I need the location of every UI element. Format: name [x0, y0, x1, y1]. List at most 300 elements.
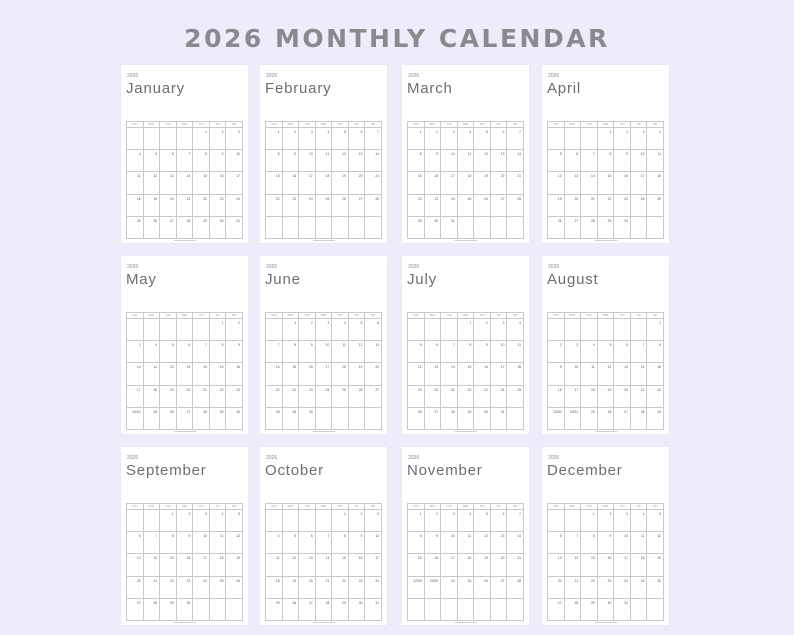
day-cell: 6: [177, 341, 194, 363]
day-cell: [299, 510, 316, 532]
day-cell: 23/30: [548, 408, 565, 430]
day-cell: 20: [491, 554, 508, 576]
day-cell: [548, 128, 565, 150]
day-cell: 20: [349, 172, 366, 194]
day-cell: 25: [581, 408, 598, 430]
day-cell: 16: [548, 386, 565, 408]
page-title: 2026 MONTHLY CALENDAR: [184, 24, 610, 53]
day-cell: 11: [458, 532, 475, 554]
day-cell: 24: [441, 195, 458, 217]
day-cell: 15: [647, 363, 664, 385]
day-cell: 23: [425, 195, 442, 217]
page-footer-mark: [313, 622, 335, 623]
page-footer-mark: [595, 622, 617, 623]
day-cell: 4: [316, 128, 333, 150]
day-cell: 25: [507, 386, 524, 408]
day-cell: 26: [474, 195, 491, 217]
day-cell: 14: [365, 150, 382, 172]
day-cell: 27: [425, 408, 442, 430]
weekday-header: THU: [193, 504, 210, 510]
day-cell: 17: [226, 172, 243, 194]
day-cell: 15: [408, 554, 425, 576]
day-cell: 16: [299, 363, 316, 385]
day-cell: 29: [408, 217, 425, 239]
day-cell: [316, 408, 333, 430]
day-cell: 29: [458, 408, 475, 430]
day-cell: [647, 217, 664, 239]
day-cell: 4: [507, 319, 524, 341]
day-cell: 14: [507, 150, 524, 172]
day-cell: 14: [507, 532, 524, 554]
day-cell: 14: [441, 363, 458, 385]
day-cell: 17: [491, 363, 508, 385]
day-cell: 1: [598, 128, 615, 150]
day-cell: 17: [365, 554, 382, 576]
day-cell: 18: [266, 577, 283, 599]
day-cell: [565, 319, 582, 341]
weekday-header: TUE: [299, 122, 316, 128]
day-cell: 26: [548, 217, 565, 239]
month-year: 2026: [408, 73, 420, 79]
day-cell: 10: [316, 341, 333, 363]
day-cell: 23: [283, 195, 300, 217]
day-cell: [283, 217, 300, 239]
day-cell: 18: [332, 363, 349, 385]
day-cell: [160, 128, 177, 150]
weekday-header: THU: [614, 122, 631, 128]
day-cell: 9: [425, 150, 442, 172]
day-cell: 10: [614, 532, 631, 554]
day-cell: 30: [177, 599, 194, 621]
weekday-header: FRI: [349, 122, 366, 128]
weekday-header: SUN: [127, 313, 144, 319]
day-cell: 24/31: [127, 408, 144, 430]
weekday-header: THU: [332, 313, 349, 319]
weekday-header: THU: [474, 313, 491, 319]
month-name: September: [126, 462, 207, 479]
day-cell: 21: [581, 195, 598, 217]
day-cell: 20: [177, 386, 194, 408]
day-cell: 6: [127, 532, 144, 554]
day-cell: 8: [581, 532, 598, 554]
weekday-header: TUE: [299, 313, 316, 319]
day-cell: 18: [581, 386, 598, 408]
month-page-october: [260, 447, 387, 625]
day-cell: 10: [441, 532, 458, 554]
weekday-header: TUE: [581, 313, 598, 319]
day-cell: 4: [144, 341, 161, 363]
weekday-header: FRI: [349, 504, 366, 510]
day-cell: [581, 319, 598, 341]
day-cell: [548, 510, 565, 532]
weekday-header: SAT: [226, 122, 243, 128]
day-cell: [316, 510, 333, 532]
day-cell: 21: [565, 577, 582, 599]
weekday-header: TUE: [441, 504, 458, 510]
day-cell: 23: [614, 195, 631, 217]
day-cell: 28: [144, 599, 161, 621]
day-cell: 2: [210, 128, 227, 150]
month-grid: [547, 503, 664, 621]
day-cell: [316, 217, 333, 239]
day-cell: 22: [266, 195, 283, 217]
day-cell: 18: [458, 554, 475, 576]
day-cell: 18: [507, 363, 524, 385]
day-cell: 6: [491, 128, 508, 150]
weekday-header: FRI: [631, 504, 648, 510]
day-cell: 20: [425, 386, 442, 408]
day-cell: [631, 599, 648, 621]
month-year: 2026: [266, 73, 278, 79]
day-cell: 11: [631, 532, 648, 554]
day-cell: 15: [332, 554, 349, 576]
month-page-april: [542, 65, 669, 243]
day-cell: 3: [226, 128, 243, 150]
weekday-header: MON: [144, 313, 161, 319]
day-cell: 12: [160, 363, 177, 385]
month-name: June: [265, 271, 301, 288]
day-cell: 12: [474, 532, 491, 554]
day-cell: 13: [127, 554, 144, 576]
day-cell: 21: [193, 386, 210, 408]
day-cell: 12: [598, 363, 615, 385]
day-cell: 23: [474, 386, 491, 408]
day-cell: 16: [177, 554, 194, 576]
month-year: 2026: [548, 73, 560, 79]
day-cell: 26: [647, 577, 664, 599]
weekday-header: SUN: [408, 313, 425, 319]
day-cell: 9: [598, 532, 615, 554]
day-cell: 13: [299, 554, 316, 576]
month-year: 2026: [408, 455, 420, 461]
day-cell: 11: [127, 172, 144, 194]
weekday-header: WED: [177, 313, 194, 319]
day-cell: [283, 510, 300, 532]
day-cell: 19: [598, 386, 615, 408]
day-cell: 12: [283, 554, 300, 576]
day-cell: 11: [266, 554, 283, 576]
weekday-header: TUE: [441, 313, 458, 319]
day-cell: [565, 128, 582, 150]
day-cell: [507, 217, 524, 239]
weekday-header: WED: [458, 122, 475, 128]
day-cell: 4: [266, 532, 283, 554]
day-cell: 7: [507, 128, 524, 150]
day-cell: 16: [598, 554, 615, 576]
day-cell: 6: [425, 341, 442, 363]
day-cell: [507, 408, 524, 430]
day-cell: [458, 599, 475, 621]
day-cell: 28: [507, 195, 524, 217]
day-cell: 29: [160, 599, 177, 621]
day-cell: 22: [193, 195, 210, 217]
weekday-header: FRI: [349, 313, 366, 319]
day-cell: 8: [210, 341, 227, 363]
weekday-header: SAT: [226, 504, 243, 510]
weekday-header: FRI: [491, 504, 508, 510]
day-cell: 6: [548, 532, 565, 554]
day-cell: 10: [631, 150, 648, 172]
weekday-header: THU: [614, 504, 631, 510]
day-cell: 24: [614, 577, 631, 599]
weekday-header: MON: [144, 504, 161, 510]
day-cell: 24: [316, 386, 333, 408]
day-cell: 7: [507, 510, 524, 532]
page-footer-mark: [313, 240, 335, 241]
day-cell: 11: [458, 150, 475, 172]
day-cell: [441, 599, 458, 621]
day-cell: 26: [226, 577, 243, 599]
day-cell: 31: [441, 217, 458, 239]
day-cell: 21: [144, 577, 161, 599]
month-page-february: [260, 65, 387, 243]
day-cell: 14: [565, 554, 582, 576]
day-cell: 13: [614, 363, 631, 385]
day-cell: 14: [266, 363, 283, 385]
month-year: 2026: [266, 264, 278, 270]
day-cell: 6: [349, 128, 366, 150]
day-cell: 11: [581, 363, 598, 385]
day-cell: 30: [425, 217, 442, 239]
day-cell: 12: [548, 172, 565, 194]
weekday-header: MON: [144, 122, 161, 128]
day-cell: 23: [177, 577, 194, 599]
day-cell: 23: [226, 386, 243, 408]
day-cell: 3: [299, 128, 316, 150]
day-cell: 19: [408, 386, 425, 408]
day-cell: 16: [283, 172, 300, 194]
weekday-header: SAT: [365, 313, 382, 319]
weekday-header: FRI: [210, 313, 227, 319]
day-cell: 3: [441, 128, 458, 150]
day-cell: 5: [283, 532, 300, 554]
day-cell: [365, 408, 382, 430]
day-cell: 22/29: [408, 577, 425, 599]
day-cell: 25: [266, 599, 283, 621]
day-cell: 26: [349, 386, 366, 408]
day-cell: 15: [408, 172, 425, 194]
day-cell: 4: [647, 128, 664, 150]
day-cell: 10: [365, 532, 382, 554]
day-cell: [177, 128, 194, 150]
day-cell: 6: [365, 319, 382, 341]
day-cell: 26: [283, 599, 300, 621]
day-cell: 5: [474, 510, 491, 532]
day-cell: [226, 599, 243, 621]
day-cell: 4: [631, 510, 648, 532]
day-cell: 10: [226, 150, 243, 172]
day-cell: 23/30: [425, 577, 442, 599]
month-year: 2026: [127, 264, 139, 270]
day-cell: [408, 319, 425, 341]
day-cell: 15: [581, 554, 598, 576]
day-cell: 28: [581, 217, 598, 239]
day-cell: 3: [631, 128, 648, 150]
weekday-header: TUE: [299, 504, 316, 510]
day-cell: 3: [614, 510, 631, 532]
weekday-header: SUN: [127, 122, 144, 128]
day-cell: 4: [210, 510, 227, 532]
day-cell: 28: [631, 408, 648, 430]
day-cell: 7: [266, 341, 283, 363]
day-cell: [349, 217, 366, 239]
day-cell: 27: [177, 408, 194, 430]
day-cell: 22: [598, 195, 615, 217]
day-cell: 11: [210, 532, 227, 554]
day-cell: 24: [193, 577, 210, 599]
day-cell: 24: [631, 195, 648, 217]
day-cell: 22: [408, 195, 425, 217]
day-cell: 17: [565, 386, 582, 408]
day-cell: 13: [548, 554, 565, 576]
day-cell: 29: [598, 217, 615, 239]
day-cell: 20: [160, 195, 177, 217]
day-cell: 1: [408, 128, 425, 150]
day-cell: 7: [565, 532, 582, 554]
day-cell: 25: [647, 195, 664, 217]
month-name: October: [265, 462, 324, 479]
day-cell: 7: [365, 128, 382, 150]
weekday-header: WED: [177, 504, 194, 510]
day-cell: 19: [647, 554, 664, 576]
day-cell: 29: [581, 599, 598, 621]
day-cell: 21: [631, 386, 648, 408]
weekday-header: MON: [425, 122, 442, 128]
day-cell: 5: [332, 128, 349, 150]
day-cell: [177, 319, 194, 341]
day-cell: 19: [160, 386, 177, 408]
day-cell: [491, 599, 508, 621]
day-cell: 9: [210, 150, 227, 172]
day-cell: 22: [332, 577, 349, 599]
day-cell: 28: [441, 408, 458, 430]
day-cell: 25: [210, 577, 227, 599]
day-cell: 15: [210, 363, 227, 385]
month-name: July: [407, 271, 437, 288]
weekday-header: SAT: [365, 122, 382, 128]
weekday-header: MON: [283, 122, 300, 128]
day-cell: 26: [598, 408, 615, 430]
day-cell: 3: [491, 319, 508, 341]
day-cell: 21: [365, 172, 382, 194]
day-cell: 4: [458, 510, 475, 532]
day-cell: 1: [266, 128, 283, 150]
day-cell: 15: [160, 554, 177, 576]
day-cell: 5: [226, 510, 243, 532]
day-cell: [144, 319, 161, 341]
day-cell: 21: [507, 172, 524, 194]
weekday-header: SUN: [548, 504, 565, 510]
day-cell: 29: [210, 408, 227, 430]
day-cell: 7: [193, 341, 210, 363]
month-grid: [265, 312, 382, 430]
weekday-header: THU: [193, 313, 210, 319]
day-cell: 20: [491, 172, 508, 194]
day-cell: 23: [349, 577, 366, 599]
weekday-header: MON: [425, 504, 442, 510]
weekday-header: WED: [598, 504, 615, 510]
day-cell: 30: [474, 408, 491, 430]
page-footer-mark: [313, 431, 335, 432]
day-cell: [193, 599, 210, 621]
day-cell: 8: [408, 150, 425, 172]
weekday-header: WED: [177, 122, 194, 128]
day-cell: 1: [332, 510, 349, 532]
day-cell: [210, 599, 227, 621]
page-footer-mark: [455, 431, 477, 432]
day-cell: 5: [349, 319, 366, 341]
day-cell: 29: [193, 217, 210, 239]
day-cell: 20: [365, 363, 382, 385]
day-cell: 28: [316, 599, 333, 621]
day-cell: 25: [127, 217, 144, 239]
day-cell: 17: [614, 554, 631, 576]
day-cell: 27: [349, 195, 366, 217]
month-page-november: [402, 447, 529, 625]
day-cell: 19: [474, 172, 491, 194]
day-cell: 6: [614, 341, 631, 363]
day-cell: 6: [299, 532, 316, 554]
day-cell: 5: [408, 341, 425, 363]
day-cell: 31: [614, 599, 631, 621]
day-cell: 20: [614, 386, 631, 408]
day-cell: 12: [349, 341, 366, 363]
day-cell: 25: [458, 577, 475, 599]
day-cell: 22: [647, 386, 664, 408]
day-cell: 19: [349, 363, 366, 385]
day-cell: 27: [548, 599, 565, 621]
day-cell: 18: [458, 172, 475, 194]
weekday-header: TUE: [160, 313, 177, 319]
day-cell: 24: [226, 195, 243, 217]
weekday-header: THU: [614, 313, 631, 319]
month-year: 2026: [266, 455, 278, 461]
weekday-header: WED: [316, 313, 333, 319]
day-cell: 29: [647, 408, 664, 430]
day-cell: 10: [299, 150, 316, 172]
day-cell: 30: [598, 599, 615, 621]
day-cell: 8: [598, 150, 615, 172]
day-cell: 12: [144, 172, 161, 194]
day-cell: 11: [507, 341, 524, 363]
day-cell: 16: [614, 172, 631, 194]
day-cell: 28: [177, 217, 194, 239]
day-cell: 22: [458, 386, 475, 408]
weekday-header: SUN: [408, 122, 425, 128]
day-cell: 21: [316, 577, 333, 599]
day-cell: 9: [614, 150, 631, 172]
weekday-header: WED: [458, 313, 475, 319]
day-cell: 24: [491, 386, 508, 408]
weekday-header: SAT: [647, 313, 664, 319]
day-cell: 2: [425, 128, 442, 150]
day-cell: 26: [408, 408, 425, 430]
day-cell: 15: [283, 363, 300, 385]
month-page-may: [121, 256, 248, 434]
day-cell: 17: [193, 554, 210, 576]
day-cell: 20: [565, 195, 582, 217]
day-cell: 30: [614, 217, 631, 239]
day-cell: 2: [349, 510, 366, 532]
day-cell: 17: [441, 172, 458, 194]
weekday-header: TUE: [441, 122, 458, 128]
day-cell: 8: [160, 532, 177, 554]
weekday-header: FRI: [210, 122, 227, 128]
day-cell: 17: [631, 172, 648, 194]
month-grid: [407, 121, 524, 239]
day-cell: 30: [210, 217, 227, 239]
day-cell: 6: [491, 510, 508, 532]
